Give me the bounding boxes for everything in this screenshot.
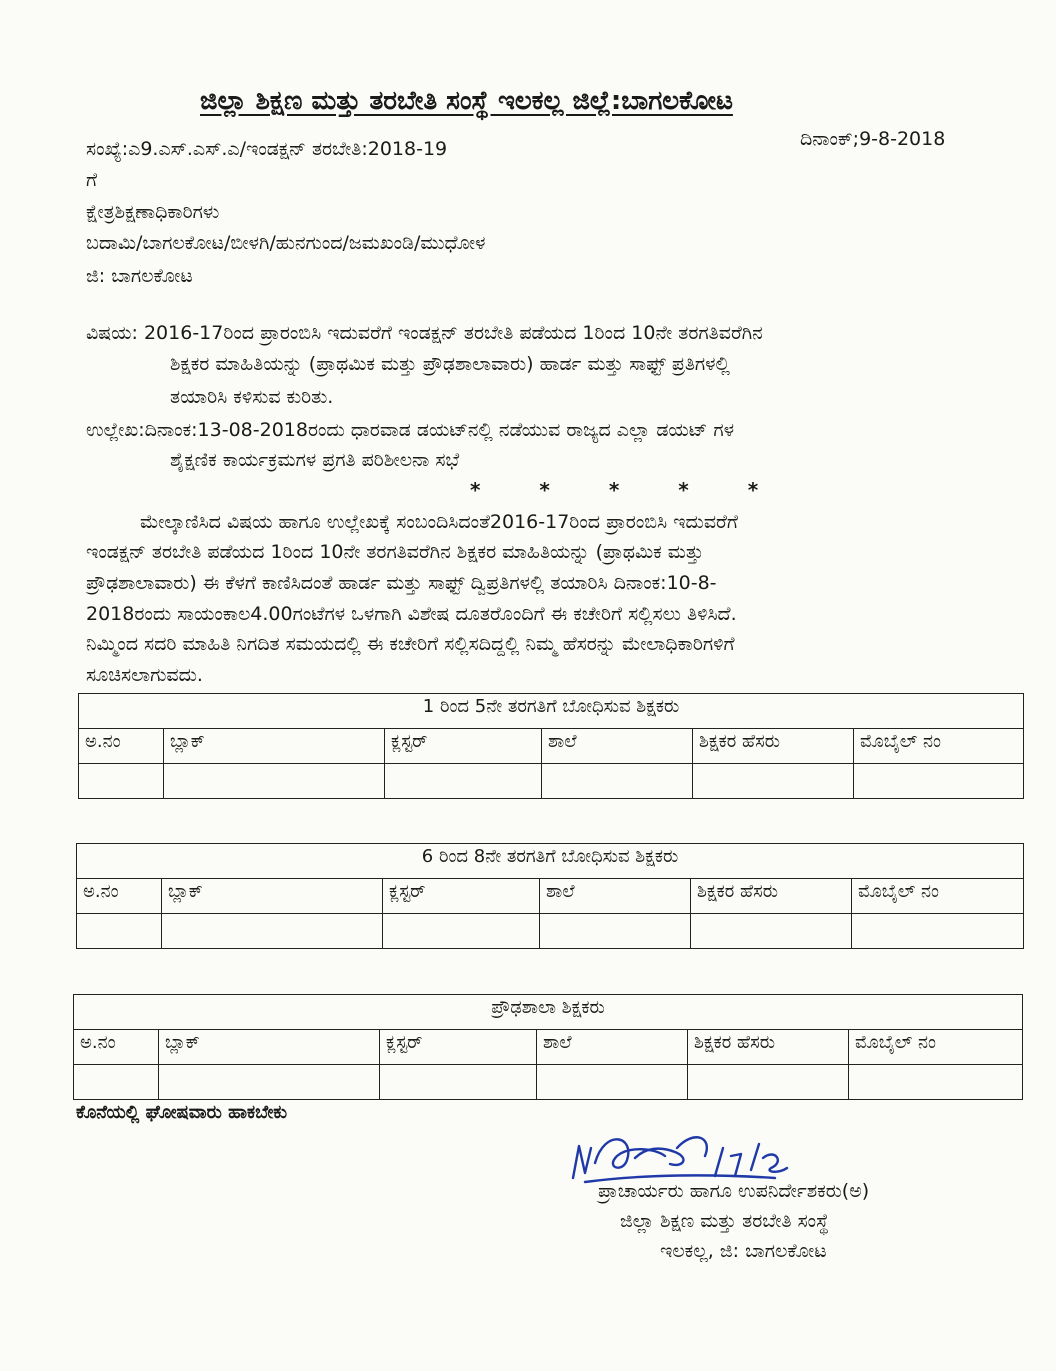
table-row bbox=[77, 914, 1024, 949]
table-header-row bbox=[77, 879, 1024, 914]
teachers-table-high-school bbox=[73, 994, 1023, 1100]
table-cell bbox=[79, 764, 164, 799]
table-cell bbox=[74, 1065, 159, 1100]
col-serial-header: ಅ.ನಂ bbox=[74, 1030, 159, 1065]
table-cell bbox=[849, 1065, 1023, 1100]
table-cell bbox=[385, 764, 542, 799]
address-to: ಗೆ bbox=[86, 169, 98, 191]
table-caption: ಪ್ರೌಢಶಾಲಾ ಶಿಕ್ಷಕರು bbox=[74, 995, 1023, 1030]
signatory-designation: ಪ್ರಾಚಾರ್ಯರು ಹಾಗೂ ಉಪನಿರ್ದೇಶಕರು(ಅ) bbox=[598, 1180, 870, 1202]
col-teacher-name-header: ಶಿಕ್ಷಕರ ಹೆಸರು bbox=[688, 1030, 849, 1065]
table-caption: 6 ರಿಂದ 8ನೇ ತರಗತಿಗೆ ಬೋಧಿಸುವ ಶಿಕ್ಷಕರು bbox=[77, 844, 1024, 879]
table-row bbox=[74, 1065, 1023, 1100]
body-line-3: ಪ್ರೌಢಶಾಲಾವಾರು) ಈ ಕೆಳಗೆ ಕಾಣಿಸಿದಂತೆ ಹಾರ್ಡ ಮತ್ತು ಸಾಫ್ಟ್ ದ್ವಿಪ್ರತಿಗಳಲ್ಲಿ ತಯಾರಿಸಿ ದಿನಾಂಕ:10-8- bbox=[86, 572, 717, 594]
table-cell bbox=[693, 764, 854, 799]
col-teacher-name-header: ಶಿಕ್ಷಕರ ಹೆಸರು bbox=[691, 879, 852, 914]
col-mobile-header: ಮೊಬೈಲ್ ನಂ bbox=[854, 729, 1024, 764]
table-cell bbox=[852, 914, 1024, 949]
teachers-table-1-5 bbox=[78, 693, 1024, 799]
col-cluster-header: ಕ್ಲಸ್ಟರ್ bbox=[383, 879, 540, 914]
table-cell bbox=[164, 764, 385, 799]
reference-line-2: ಶೈಕ್ಷಣಿಕ ಕಾರ್ಯಕ್ರಮಗಳ ಪ್ರಗತಿ ಪರಿಶೀಲನಾ ಸಭೆ bbox=[170, 449, 460, 471]
letter-title: ಜಿಲ್ಲಾ ಶಿಕ್ಷಣ ಮತ್ತು ತರಬೇತಿ ಸಂಸ್ಥೆ ಇಲಕಲ್ಲ ಜಿಲ್ಲೆ:ಬಾಗಲಕೋಟ bbox=[200, 86, 733, 116]
footnote: ಕೊನೆಯಲ್ಲಿ ಘೋಷವಾರು ಹಾಕಬೇಕು bbox=[76, 1102, 288, 1123]
table-cell bbox=[383, 914, 540, 949]
table-header-row bbox=[74, 1030, 1023, 1065]
table-cell bbox=[380, 1065, 537, 1100]
reference-number: ಸಂಖ್ಯೆ:ಎ9.ಎಸ್.ಎಸ್.ಎ/ಇಂಡಕ್ಷನ್ ತರಬೇತಿ:2018-19 bbox=[86, 138, 448, 160]
separator-stars: * * * * * bbox=[470, 478, 785, 502]
col-cluster-header: ಕ್ಲಸ್ಟರ್ bbox=[380, 1030, 537, 1065]
table-cell bbox=[542, 764, 693, 799]
address-places: ಬದಾಮಿ/ಬಾಗಲಕೋಟ/ಬೀಳಗಿ/ಹುನಗುಂದ/ಜಮಖಂಡಿ/ಮುಧೋಳ bbox=[86, 232, 486, 254]
col-cluster-header: ಕ್ಲಸ್ಟರ್ bbox=[385, 729, 542, 764]
col-school-header: ಶಾಲೆ bbox=[542, 729, 693, 764]
table-cell bbox=[854, 764, 1024, 799]
table-cell bbox=[540, 914, 691, 949]
address-recipient: ಕ್ಷೇತ್ರಶಿಕ್ಷಣಾಧಿಕಾರಿಗಳು bbox=[86, 201, 220, 223]
col-teacher-name-header: ಶಿಕ್ಷಕರ ಹೆಸರು bbox=[693, 729, 854, 764]
body-line-2: ಇಂಡಕ್ಷನ್ ತರಬೇತಿ ಪಡೆಯದ 1ರಿಂದ 10ನೇ ತರಗತಿವರೆಗಿನ ಶಿಕ್ಷಕರ ಮಾಹಿತಿಯನ್ನು (ಪ್ರಾಥಮಿಕ ಮತ್ತು bbox=[86, 541, 704, 563]
col-block-header: ಬ್ಲಾಕ್ bbox=[162, 879, 383, 914]
address-district: ಜಿ: ಬಾಗಲಕೋಟ bbox=[86, 265, 193, 287]
table-cell bbox=[159, 1065, 380, 1100]
table-cell bbox=[688, 1065, 849, 1100]
col-mobile-header: ಮೊಬೈಲ್ ನಂ bbox=[849, 1030, 1023, 1065]
col-block-header: ಬ್ಲಾಕ್ bbox=[164, 729, 385, 764]
col-mobile-header: ಮೊಬೈಲ್ ನಂ bbox=[852, 879, 1024, 914]
col-serial-header: ಅ.ನಂ bbox=[79, 729, 164, 764]
table-cell bbox=[691, 914, 852, 949]
signatory-place: ಇಲಕಲ್ಲ, ಜಿ: ಬಾಗಲಕೋಟ bbox=[660, 1240, 827, 1262]
col-school-header: ಶಾಲೆ bbox=[537, 1030, 688, 1065]
subject-line-3: ತಯಾರಿಸಿ ಕಳಿಸುವ ಕುರಿತು. bbox=[170, 386, 334, 408]
body-line-1: ಮೇಲ್ಕಾಣಿಸಿದ ವಿಷಯ ಹಾಗೂ ಉಲ್ಲೇಖಕ್ಕೆ ಸಂಬಂದಿಸಿದಂತೆ2016-17ರಿಂದ ಪ್ರಾರಂಬಿಸಿ ಇದುವರೆಗೆ bbox=[140, 511, 738, 533]
table-header-row bbox=[79, 729, 1024, 764]
table-row bbox=[79, 764, 1024, 799]
table-cell bbox=[537, 1065, 688, 1100]
table-cell bbox=[77, 914, 162, 949]
col-block-header: ಬ್ಲಾಕ್ bbox=[159, 1030, 380, 1065]
col-school-header: ಶಾಲೆ bbox=[540, 879, 691, 914]
table-cell bbox=[162, 914, 383, 949]
body-line-6: ಸೂಚಿಸಲಾಗುವದು. bbox=[86, 664, 203, 686]
subject-line-2: ಶಿಕ್ಷಕರ ಮಾಹಿತಿಯನ್ನು (ಪ್ರಾಥಮಿಕ ಮತ್ತು ಪ್ರೌಢಶಾಲಾವಾರು) ಹಾರ್ಡ ಮತ್ತು ಸಾಫ್ಟ್ ಪ್ರತಿಗಳಲ್ಲಿ bbox=[170, 353, 730, 375]
teachers-table-6-8 bbox=[76, 843, 1024, 949]
signatory-institute: ಜಿಲ್ಲಾ ಶಿಕ್ಷಣ ಮತ್ತು ತರಬೇತಿ ಸಂಸ್ಥೆ bbox=[620, 1210, 829, 1232]
letter-date: ದಿನಾಂಕ್;9-8-2018 bbox=[800, 128, 946, 150]
body-line-4: 2018ರಂದು ಸಾಯಂಕಾಲ4.00ಗಂಟೆಗಳ ಒಳಗಾಗಿ ವಿಶೇಷ ದೂತರೊಂದಿಗೆ ಈ ಕಚೇರಿಗೆ ಸಲ್ಲಿಸಲು ತಿಳಿಸಿದೆ. bbox=[86, 603, 737, 625]
col-serial-header: ಅ.ನಂ bbox=[77, 879, 162, 914]
subject-line-1: ವಿಷಯ: 2016-17ರಿಂದ ಪ್ರಾರಂಬಿಸಿ ಇದುವರೆಗೆ ಇಂಡಕ್ಷನ್ ತರಬೇತಿ ಪಡೆಯದ 1ರಿಂದ 10ನೇ ತರಗತಿವರೆಗಿನ bbox=[86, 322, 763, 344]
reference-line-1: ಉಲ್ಲೇಖ:ದಿನಾಂಕ:13-08-2018ರಂದು ಧಾರವಾಡ ಡಯಟ್‌ನಲ್ಲಿ ನಡೆಯುವ ರಾಜ್ಯದ ಎಲ್ಲಾ ಡಯಟ್ ಗಳ bbox=[86, 419, 735, 441]
body-line-5: ನಿಮ್ಮಿಂದ ಸದರಿ ಮಾಹಿತಿ ನಿಗದಿತ ಸಮಯದಲ್ಲಿ ಈ ಕಚೇರಿಗೆ ಸಲ್ಲಿಸದಿದ್ದಲ್ಲಿ ನಿಮ್ಮ ಹೆಸರನ್ನು ಮೇಲಾಧಿಕಾರಿಗಳಿಗೆ bbox=[86, 633, 735, 655]
table-caption: 1 ರಿಂದ 5ನೇ ತರಗತಿಗೆ ಬೋಧಿಸುವ ಶಿಕ್ಷಕರು bbox=[79, 694, 1024, 729]
